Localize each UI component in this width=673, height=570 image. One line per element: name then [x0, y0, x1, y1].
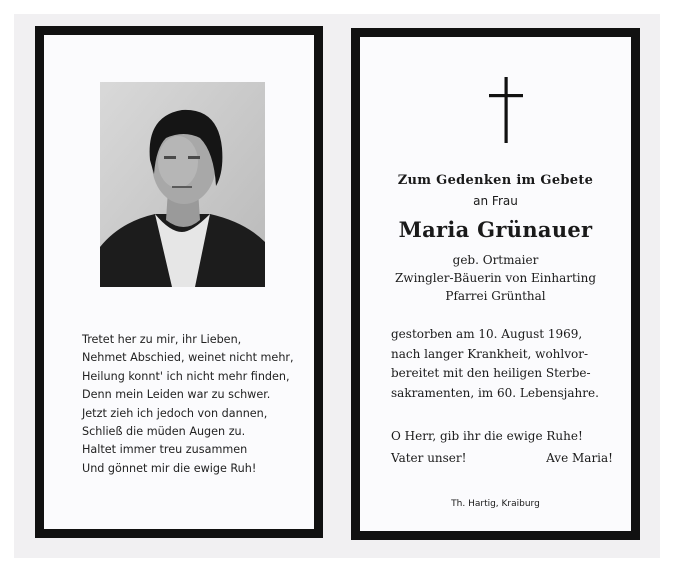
prayer-line: O Herr, gib ihr die ewige Ruhe!: [391, 429, 583, 443]
death-line: nach langer Krankheit, wohlvor-: [391, 346, 589, 361]
poem-line: Und gönnet mir die ewige Ruh!: [82, 461, 257, 475]
left-card: [35, 26, 323, 538]
portrait-photo: [100, 82, 265, 287]
poem-line: Haltet immer treu zusammen: [82, 443, 248, 457]
poem-line: Nehmet Abschied, weinet nicht mehr,: [82, 351, 294, 365]
ave-maria: Ave Maria!: [546, 451, 613, 465]
cross-icon: [489, 77, 523, 143]
farm-title: Zwingler-Bäuerin von Einharting: [394, 271, 597, 285]
death-line: gestorben am 10. August 1969,: [391, 327, 583, 341]
prayer-closing: [391, 451, 613, 465]
poem-line: Schließ die müden Augen zu.: [82, 425, 246, 439]
memorial-heading: Zum Gedenken im Gebete: [397, 173, 594, 188]
death-notice: [391, 325, 613, 403]
parish: Pfarrei Grünthal: [445, 289, 546, 303]
death-line: sakramenten, im 60. Lebensjahre.: [391, 385, 599, 400]
vater-unser: Vater unser!: [391, 451, 467, 465]
printer-credit: Th. Hartig, Kraiburg: [451, 499, 540, 509]
salutation: an Frau: [473, 194, 518, 208]
maiden-name: geb. Ortmaier: [452, 253, 539, 267]
poem-line: Tretet her zu mir, ihr Lieben,: [82, 333, 242, 346]
death-line: bereitet mit den heiligen Sterbe-: [391, 366, 591, 380]
poem-line: Heilung konnt' ich nicht mehr finden,: [82, 369, 290, 383]
poem-line: Jetzt zieh ich jedoch von dannen,: [82, 406, 268, 420]
deceased-name: Maria Grünauer: [398, 217, 593, 242]
right-card: [351, 28, 640, 540]
poem-line: Denn mein Leiden war zu schwer.: [82, 388, 271, 402]
farewell-poem: [82, 331, 322, 478]
